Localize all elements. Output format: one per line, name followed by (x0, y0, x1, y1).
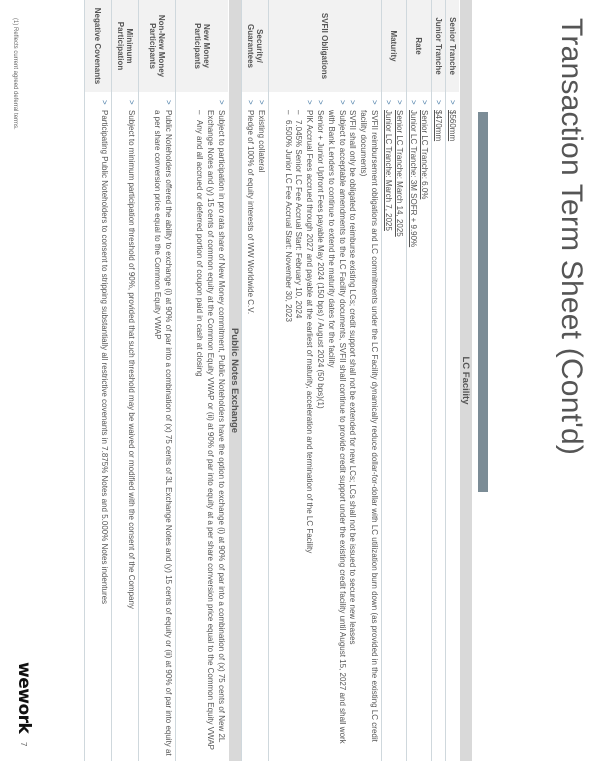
table-row (406, 0, 431, 761)
bullet-text: Senior LC Tranche: March 14, 2025 (395, 110, 404, 237)
bullet-text: Senior LC Tranche: 6.0% (420, 110, 429, 200)
bullet-text: $560mm (448, 110, 457, 142)
row-content: > Existing collateral > Pledge of 100% of equity interests of WW Worldwide C.V. (246, 100, 266, 315)
row-content: > Subject to participation in pro rata share of New Money commitment, Public Noteholders have the option to exchange (i) at 90% of par into a combination of (x) 75 cents of New 2L Exchange Notes and (y) 15 cents of common equity at the Common Equity VWAP or (ii) at 90% of par into equity at a per share conversion price equal to the Common Equity VWAP – Any and all accrued or deferred portion of coupon paid in cash at closing (176, 92, 228, 761)
sub-bullet-text: 7.045% Senior LC Fee Accrual Start: February 10, 2024 (294, 120, 304, 319)
bullet-text: Subject to minimum participation threshold of 90%, provided that such threshold may be waived or modified with the consent of the Company (127, 110, 136, 609)
row-content: > Participating Public Noteholders to consent to stripping substantially all restrictive covenants in 7.875% Notes and 5.000% Notes indentures (100, 100, 109, 605)
table-row (381, 0, 406, 761)
row-label: Minimum Participation (112, 0, 138, 92)
footnote: (1) Reflects current agreed deferral terms. (12, 18, 18, 130)
bullet-text: Subject to acceptable amendments to the LC Facility documents, SVFII shall continue to provide credit support under the existing credit facility until August 15, 2027 and shall work with Bank Lenders to continue to extend the maturity dates for the facility (326, 110, 347, 744)
section-header-lc-facility: LC Facility (460, 0, 472, 761)
row-label: Junior Tranche (432, 0, 445, 92)
bullet-text: Existing collateral (257, 110, 266, 173)
bullet-text: SVFII shall only be obligated to reimburse existing LCs; credit support shall not be extended for new LCs; LCs shall not be issued to secure new leases (348, 110, 358, 645)
table-row (138, 0, 175, 761)
row-label: Negative Covenants (85, 0, 111, 92)
table-row (175, 0, 228, 761)
row-content: > Public Noteholders offered the ability to exchange (i) at 90% of par into a combination of (x) 75 cents of 3L Exchange Notes and (y) 15 cents of equity or (ii) at 90% of par into equity at a per share conversion price equal to the Common Equity VWAP (153, 100, 173, 756)
row-label: Non-New Money Participants (139, 0, 175, 92)
bullet-text: $470mm (434, 110, 443, 142)
table-row (268, 0, 381, 761)
bullet-text: Pledge of 100% of equity interests of WW Worldwide C.V. (246, 110, 256, 315)
table-row (431, 0, 445, 761)
bullet-text: Junior LC Tranche: 3M SOFR + 9.90% (409, 110, 419, 248)
bullet-text: SVFII reimbursement obligations and LC commitments under the LC Facility dynamically reduce dollar-for-dollar with LC utilization burn down (as provided in the existing LC credit facility documents) (359, 110, 379, 742)
row-label: New Money Participants (176, 0, 228, 92)
row-content: > Senior LC Tranche: 6.0% > Junior LC Tranche: 3M SOFR + 9.90% (409, 100, 429, 248)
bullet-text: Junior LC Tranche: March 7, 2025 (384, 110, 394, 231)
bullet-text: PIK Accrual Fees accrued through 2027 and payable at the earliest of maturity, acceleration and termination of the LC Facility (305, 110, 315, 554)
table-row (84, 0, 111, 761)
page-title: Transaction Term Sheet (Cont'd) (555, 18, 588, 456)
row-label: Security/ Guarantees (242, 0, 268, 92)
sub-bullet-text: Any and all accrued or deferred portion of coupon paid in cash at closing (195, 120, 205, 377)
sub-bullet-text: 6.500% Junior LC Fee Accrual Start: November 30, 2023 (283, 120, 293, 322)
row-label: SVFII Obligations (269, 0, 381, 92)
table-row (445, 0, 459, 761)
page-number: 7 (19, 742, 28, 747)
title-accent-bar (478, 112, 488, 492)
row-content: > $470mm (434, 100, 443, 142)
row-label: Rate (407, 0, 431, 92)
section-header-public-notes-exchange: Public Notes Exchange (229, 0, 241, 761)
row-content: > $560mm (448, 100, 457, 142)
row-label: Senior Tranche (446, 0, 459, 92)
bullet-text: Participating Public Noteholders to consent to stripping substantially all restrictive covenants in 7.875% Notes and 5.000% Notes indentures (100, 110, 109, 605)
row-content: > Subject to minimum participation threshold of 90%, provided that such threshold may be waived or modified with the consent of the Company (127, 100, 136, 609)
table-row (241, 0, 268, 761)
bullet-text: Subject to participation in pro rata share of New Money commitment, Public Noteholders have the option to exchange (i) at 90% of par into a combination of (x) 75 cents of New 2L Exchange Notes and (y) 15 cents of common equity at the Common Equity VWAP or (ii) at 90% of par into equity at a per share conversion price equal to the Common Equity VWAP (206, 110, 226, 751)
bullet-text: Senior + Junior Upfront Fees payable May 2024 (150 bps) / August 2024 (50 bps)(1) (316, 110, 326, 409)
row-label: Maturity (382, 0, 406, 92)
row-content: > Senior LC Tranche: March 14, 2025 > Junior LC Tranche: March 7, 2025 (384, 100, 404, 237)
table-row (111, 0, 138, 761)
bullet-text: Public Noteholders offered the ability to exchange (i) at 90% of par into a combination of (x) 75 cents of 3L Exchange Notes and (y) 15 cents of equity or (ii) at 90% of par into equity at a per share conversion price equal to the Common Equity VWAP (153, 110, 173, 756)
row-content: > SVFII reimbursement obligations and LC commitments under the LC Facility dynamically reduce dollar-for-dollar with LC utilization burn down (as provided in the existing LC credit facility documents) > SVFII shall only be obligated to reimburse existing LCs; credit support shall not be extended for new LCs; LCs shall not be issued to secure new leases > Subject to acceptable amendments to the LC Facility documents, SVFII shall continue to provide credit support under the existing credit facility until August 15, 2027 and shall work with Bank Lenders to continue to extend the maturity dates for the facility > Senior + Junior Upfront Fees payable May 2024 (150 bps) / August 2024 (50 bps)(1) > PIK Accrual Fees accrued through 2027 and payable at the earliest of maturity, acceleration and termination of the LC Facility – 7.045% Senior LC Fee Accrual Start: February 10, 2024 – 6.500% Junior LC Fee Accrual Start: November 30, 2023 (269, 92, 381, 761)
wework-logo: wework (14, 662, 34, 734)
